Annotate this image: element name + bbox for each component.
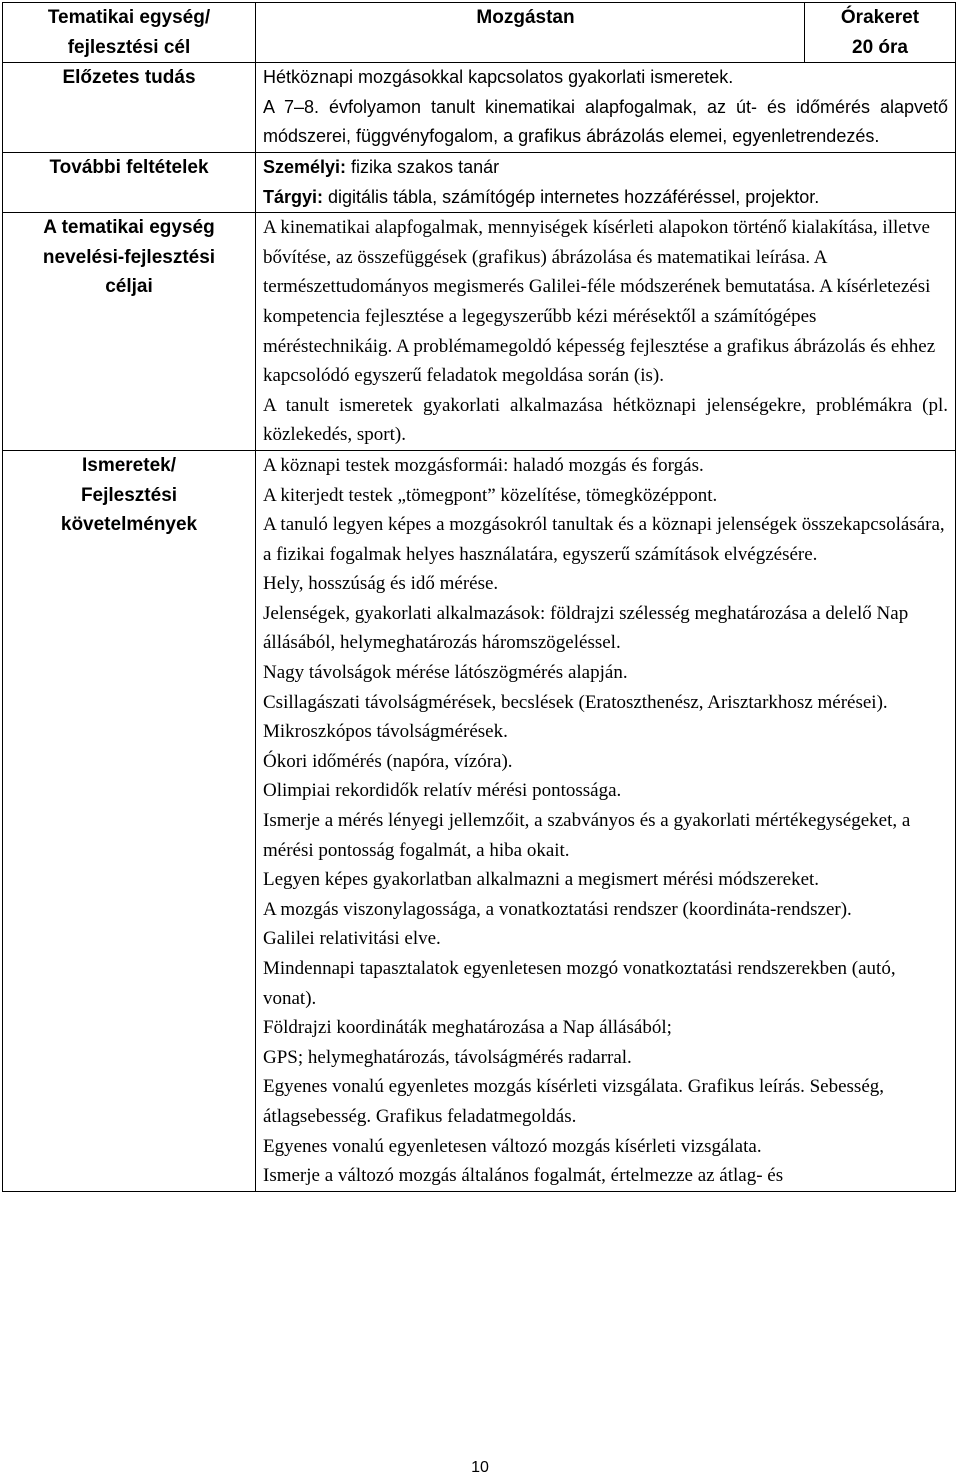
curriculum-table bbox=[2, 2, 956, 1192]
knowledge-line: Ismerje a változó mozgás általános fogalmát, értelmezze az átlag- és bbox=[263, 1165, 784, 1187]
hours-label: Órakeret bbox=[840, 7, 920, 28]
conditions-content bbox=[256, 152, 956, 212]
prior-knowledge-label: Előzetes tudás bbox=[3, 63, 256, 153]
prior-line: A 7–8. évfolyamon tanult kinematikai alapfogalmak, az út- és időmérés alapvető módszerei, függvényfogalom, a grafikus ábrázolás elemei, egyenletrendezés. bbox=[263, 96, 948, 147]
knowledge-line: Egyenes vonalú egyenletes mozgás kísérleti vizsgálata. Grafikus leírás. Sebesség, átlagsebesség. Grafikus feladatmegoldás. bbox=[263, 1076, 884, 1127]
goals-paragraph: A tanult ismeretek gyakorlati alkalmazása hétköznapi jelenségekre, problémákra (pl. közlekedés, sport). bbox=[263, 394, 948, 446]
page-number: 10 bbox=[471, 1459, 489, 1476]
personal-text: fizika szakos tanár bbox=[346, 156, 500, 177]
goals-label: A tematikai egység nevelési-fejlesztési céljai bbox=[3, 213, 256, 451]
conditions-label: További feltételek bbox=[3, 152, 256, 212]
header-topic-cell bbox=[256, 3, 956, 63]
knowledge-line: A kiterjedt testek „tömegpont” közelítése, tömegközéppont. bbox=[263, 484, 718, 506]
header-row bbox=[3, 3, 956, 63]
goals-paragraph: A kinematikai alapfogalmak, mennyiségek kísérleti alapokon történő kialakítása, illetve bővítése, az összefüggések (grafikus) ábrázolása és matematikai leírása. A természettudományos megismerés Galilei-féle módszerének bemutatása. A kísérletezési kompetencia fejlesztése a legegyszerűbb kézi mérésektől a számítógépes méréstechnikáig. A problémamegoldó képesség fejlesztése a grafikus ábrázolás és ehhez kapcsolódó egyszerű feladatok megoldása során (is). bbox=[263, 217, 936, 387]
material-text: digitális tábla, számítógép internetes hozzáféréssel, projektor. bbox=[323, 186, 820, 207]
hours-value: 20 óra bbox=[852, 36, 908, 58]
conditions-row bbox=[3, 152, 956, 212]
knowledge-line: Egyenes vonalú egyenletesen változó mozgás kísérleti vizsgálata. bbox=[263, 1135, 762, 1157]
topic-title: Mozgástan bbox=[476, 7, 575, 28]
prior-line: Hétköznapi mozgásokkal kapcsolatos gyakorlati ismeretek. bbox=[263, 67, 734, 88]
knowledge-line: GPS; helymeghatározás, távolságmérés radarral. bbox=[263, 1046, 632, 1068]
knowledge-line: Nagy távolságok mérése látószögmérés alapján. bbox=[263, 662, 628, 684]
knowledge-line: Mikroszkópos távolságmérések. bbox=[263, 721, 508, 743]
knowledge-row bbox=[3, 450, 956, 1191]
knowledge-line: A mozgás viszonylagossága, a vonatkoztatási rendszer (koordináta-rendszer). bbox=[263, 898, 852, 920]
personal-label: Személyi: bbox=[263, 156, 347, 177]
prior-knowledge-row bbox=[3, 63, 956, 153]
goals-content bbox=[256, 213, 956, 451]
prior-knowledge-content bbox=[256, 63, 956, 153]
knowledge-content bbox=[256, 450, 956, 1191]
knowledge-line: Csillagászati távolságmérések, becslések (Eratoszthenész, Arisztarkhosz mérései). bbox=[263, 691, 888, 713]
header-label-line: fejlesztési cél bbox=[67, 36, 191, 58]
material-line bbox=[263, 183, 948, 213]
knowledge-line: A tanuló legyen képes a mozgásokról tanultak és a köznapi jelenségek összekapcsolására, a fizikai fogalmak helyes használatára, egyszerű számítások elvégzésére. bbox=[263, 514, 945, 565]
goals-row bbox=[3, 213, 956, 451]
material-label: Tárgyi: bbox=[263, 186, 324, 207]
header-label-line: Tematikai egység/ bbox=[47, 7, 211, 28]
knowledge-line: A köznapi testek mozgásformái: haladó mozgás és forgás. bbox=[263, 454, 704, 476]
knowledge-label: Ismeretek/ Fejlesztési követelmények bbox=[3, 450, 256, 1191]
personal-line bbox=[263, 153, 948, 183]
knowledge-line: Jelenségek, gyakorlati alkalmazások: földrajzi szélesség meghatározása a delelő Nap állásából, helymeghatározás háromszögeléssel. bbox=[263, 602, 909, 654]
knowledge-line: Ismerje a mérés lényegi jellemzőit, a szabványos és a gyakorlati mértékegységeket, a mérési pontosság fogalmát, a hiba okait. bbox=[263, 810, 911, 861]
knowledge-line: Földrajzi koordináták meghatározása a Nap állásából; bbox=[263, 1017, 672, 1039]
knowledge-line: Legyen képes gyakorlatban alkalmazni a megismert mérési módszereket. bbox=[263, 869, 820, 891]
knowledge-line: Ókori időmérés (napóra, vízóra). bbox=[263, 750, 513, 772]
knowledge-line: Galilei relativitási elve. bbox=[263, 928, 441, 950]
hours-box bbox=[804, 3, 955, 62]
knowledge-line: Olimpiai rekordidők relatív mérési pontossága. bbox=[263, 780, 622, 802]
knowledge-line: Mindennapi tapasztalatok egyenletesen mozgó vonatkoztatási rendszerekben (autó, vonat). bbox=[263, 958, 896, 1009]
knowledge-line: Hely, hosszúság és idő mérése. bbox=[263, 573, 499, 595]
header-label bbox=[3, 3, 256, 63]
